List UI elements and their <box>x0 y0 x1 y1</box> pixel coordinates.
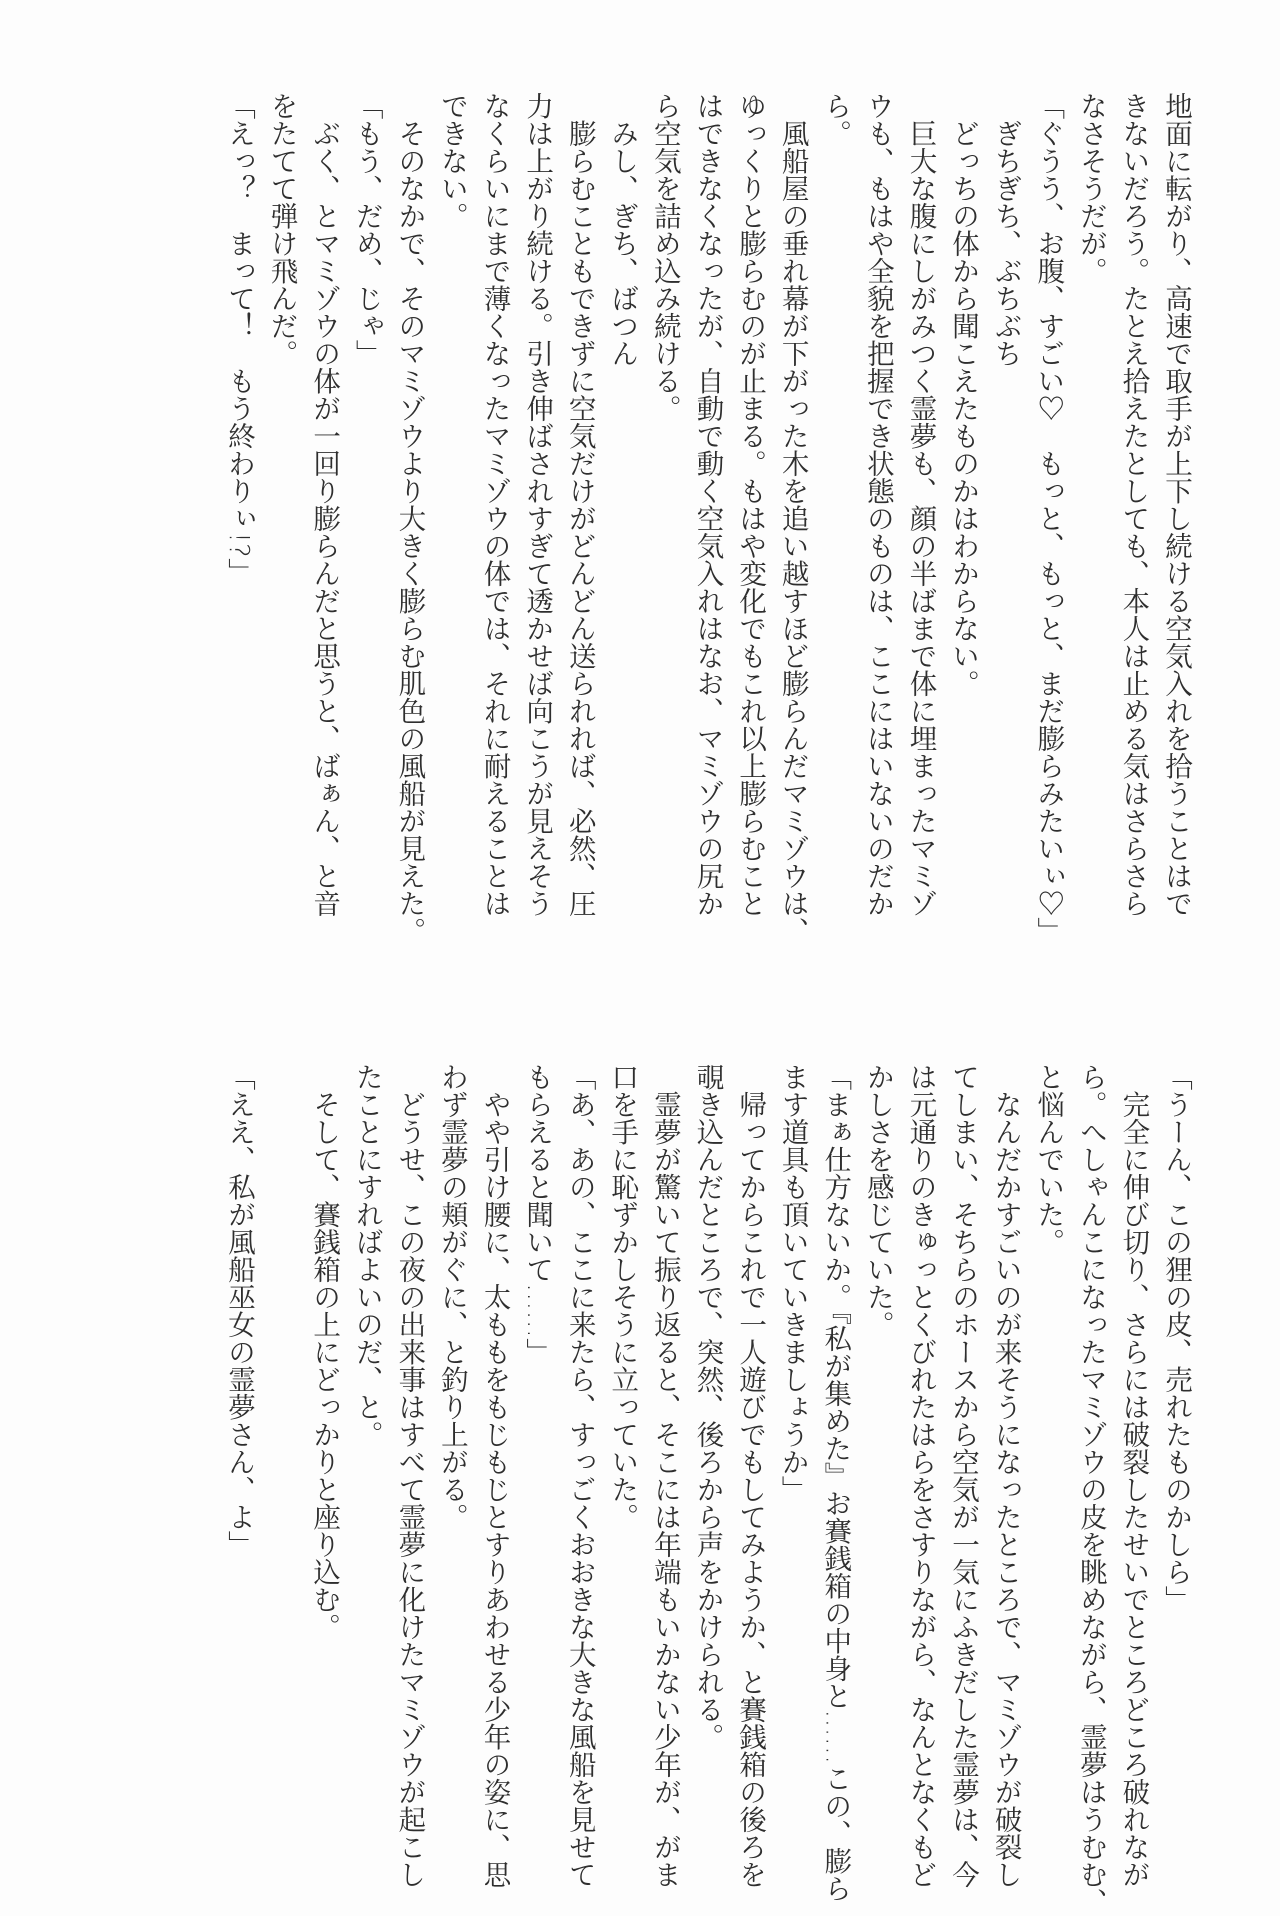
text-line: 風船屋の垂れ幕が下がった木を追い越すほど膨らんだマミゾウは、 <box>776 92 809 945</box>
text-line: ら。へしゃんこになったマミゾウの皮を眺めながら、霊夢はうむむ、 <box>1074 1063 1107 1916</box>
text-line: わず霊夢の頬がぐに、と釣り上がる。 <box>435 1063 468 1531</box>
text-line: ぎちぎち、ぶちぶち <box>989 92 1022 367</box>
text-line: どっちの体から聞こえたものかはわからない。 <box>947 92 980 697</box>
text-line: ら空気を詰め込み続ける。 <box>648 92 681 422</box>
text-line: ます道具も頂いていきましょうか」 <box>776 1063 809 1503</box>
text-line: 完全に伸び切り、さらには破裂したせいでところどころ破れなが <box>1117 1063 1150 1888</box>
text-line: 口を手に恥ずかしそうに立っていた。 <box>606 1063 639 1531</box>
text-line: 「あ、あの、ここに来たら、すっごくおおきな大きな風船を見せて <box>563 1063 596 1888</box>
bottom-text-block <box>217 1063 1197 1916</box>
text-line: どうせ、この夜の出来事はすべて霊夢に化けたマミゾウが起こし <box>393 1063 426 1888</box>
text-line: 「うーん、この狸の皮、売れたものかしら」 <box>1160 1063 1192 1613</box>
text-line: たことにすればよいのだ、と。 <box>350 1063 383 1448</box>
text-line: ウも、もはや全貌を把握でき状態のものは、ここにはいないのだか <box>861 92 894 917</box>
text-line: 「まぁ仕方ないか。『私が集めた』お賽銭箱の中身と……この、膨ら <box>819 1063 852 1902</box>
text-line: 「もう、だめ、じゃ」 <box>350 92 383 367</box>
text-line: もらえると聞いて……」 <box>521 1063 554 1366</box>
text-line: 力は上がり続ける。引き伸ばされすぎて透かせば向こうが見えそう <box>521 92 554 917</box>
text-line: そのなかで、そのマミゾウより大きく膨らむ肌色の風船が見えた。 <box>393 92 426 945</box>
text-line: 覗き込んだところで、突然、後ろから声をかけられる。 <box>691 1063 724 1751</box>
text-line: なくらいにまで薄くなったマミゾウの体では、それに耐えることは <box>478 92 511 917</box>
text-line: 帰ってからこれで一人遊びでもしてみようか、と賽銭箱の後ろを <box>734 1063 767 1888</box>
text-line: はできなくなったが、自動で動く空気入れはなお、マミゾウの尻か <box>691 92 724 917</box>
text-line: そして、賽銭箱の上にどっかりと座り込む。 <box>308 1063 341 1641</box>
text-line: なんだかすごいのが来そうになったところで、マミゾウが破裂し <box>989 1063 1022 1888</box>
text-line: は元通りのきゅっとくびれたはらをさすりながら、なんとなくもど <box>904 1063 937 1888</box>
text-line: ぶく、とマミゾウの体が一回り膨らんだと思うと、ばぁん、と音 <box>308 92 341 917</box>
text-line: 地面に転がり、高速で取手が上下し続ける空気入れを拾うことはで <box>1160 92 1192 917</box>
text-line: 「ぐうう、お腹、すごい♡ もっと、もっと、まだ膨らみたいぃ♡」 <box>1032 92 1065 945</box>
text-line: 「えっ？ まって！ もう終わりぃ!?」 <box>222 92 255 586</box>
text-line: かしさを感じていた。 <box>861 1063 894 1338</box>
text-line: てしまい、そちらのホースから空気が一気にふきだした霊夢は、今 <box>947 1063 980 1888</box>
text-line: できない。 <box>435 92 468 230</box>
text-line: きないだろう。たとえ拾えたとしても、本人は止める気はさらさら <box>1117 92 1150 917</box>
text-line: をたてて弾け飛んだ。 <box>265 92 298 367</box>
text-line: 「ええ、私が風船巫女の霊夢さん、よ」 <box>222 1063 255 1558</box>
text-line: 巨大な腹にしがみつく霊夢も、顔の半ばまで体に埋まったマミゾ <box>904 92 937 917</box>
text-line <box>260 1063 303 1683</box>
text-line: やや引け腰に、太ももをもじもじとすりあわせる少年の姿に、思 <box>478 1063 511 1888</box>
text-line: ら。 <box>819 92 852 147</box>
top-text-block <box>217 92 1197 945</box>
text-line: なさそうだが。 <box>1074 92 1107 285</box>
text-line: 霊夢が驚いて振り返ると、そこには年端もいかない少年が、がま <box>648 1063 681 1888</box>
text-line: 膨らむこともできずに空気だけがどんどん送られれば、必然、圧 <box>563 92 596 917</box>
text-line: みし、ぎち、ばつん <box>606 92 639 367</box>
text-line: と悩んでいた。 <box>1032 1063 1065 1256</box>
text-line: ゆっくりと膨らむのが止まる。もはや変化でもこれ以上膨らむこと <box>734 92 767 917</box>
